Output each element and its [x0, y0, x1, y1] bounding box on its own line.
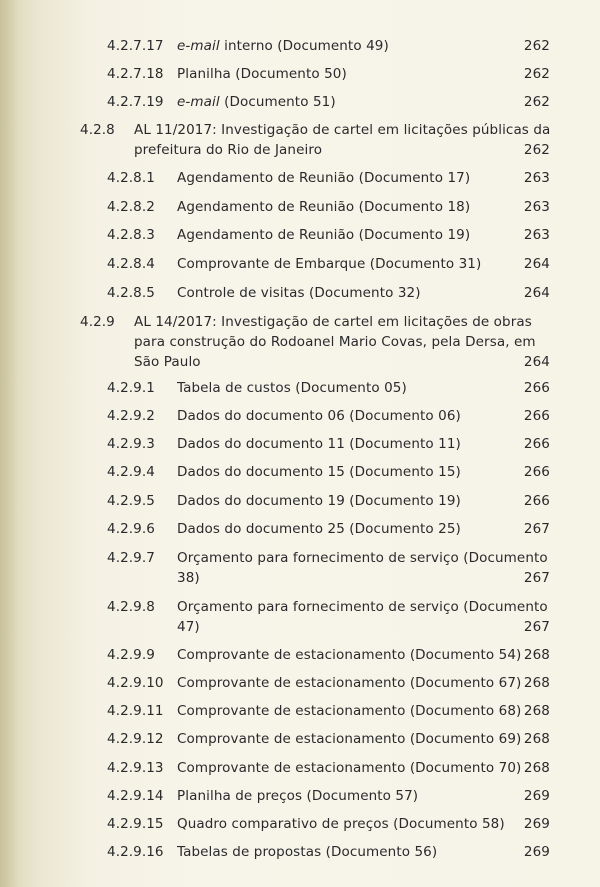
- toc-entry: [0, 406, 600, 426]
- entry-number: 4.2.9.12: [107, 731, 164, 747]
- entry-title: [177, 36, 389, 56]
- entry-page-number: 268: [523, 675, 550, 691]
- entry-number: 4.2.9.1: [107, 380, 155, 396]
- entry-page-number: 263: [523, 227, 550, 243]
- entry-title-line-1: Orçamento para fornecimento de serviço (Documento: [177, 550, 548, 566]
- entry-page-number: 262: [523, 66, 550, 82]
- entry-page-number: 262: [523, 94, 550, 110]
- entry-title: Controle de visitas (Documento 32): [177, 285, 421, 301]
- entry-title: Planilha de preços (Documento 57): [177, 788, 419, 804]
- entry-title: Dados do documento 11 (Documento 11): [177, 436, 461, 452]
- entry-page-number: 263: [523, 199, 550, 215]
- entry-page-number: 268: [523, 703, 550, 719]
- entry-title-text: interno (Documento 49): [219, 38, 389, 54]
- entry-title: Dados do documento 06 (Documento 06): [177, 408, 461, 424]
- entry-title-line-2: 47): [177, 619, 200, 635]
- entry-title-emphasis: e-mail: [177, 38, 220, 54]
- entry-title: Dados do documento 19 (Documento 19): [177, 493, 461, 509]
- toc-entry: [0, 92, 600, 112]
- entry-page-number: 268: [523, 647, 550, 663]
- entry-number: 4.2.9.10: [107, 675, 164, 691]
- entry-page-number: 266: [523, 380, 550, 396]
- toc-section-entry: [0, 120, 600, 160]
- entry-title: Comprovante de estacionamento (Documento 69): [177, 731, 522, 747]
- toc-entry: [0, 168, 600, 188]
- toc-entry: [0, 597, 600, 637]
- entry-number: 4.2.7.19: [107, 94, 164, 110]
- entry-page-number: 262: [523, 38, 550, 54]
- entry-title: Comprovante de estacionamento (Documento 70): [177, 760, 522, 776]
- toc-entry: [0, 283, 600, 303]
- toc-entry: [0, 378, 600, 398]
- entry-number: 4.2.9.13: [107, 760, 164, 776]
- entry-number: 4.2.9.6: [107, 521, 155, 537]
- entry-page-number: 264: [523, 256, 550, 272]
- toc-entry: [0, 254, 600, 274]
- entry-page-number: 267: [523, 570, 550, 586]
- entry-number: 4.2.9.7: [107, 550, 155, 566]
- entry-title: Agendamento de Reunião (Documento 17): [177, 170, 471, 186]
- toc-entry: [0, 491, 600, 511]
- entry-number: 4.2.8: [80, 122, 115, 138]
- entry-title-line-1: AL 14/2017: Investigação de cartel em licitações de obras: [134, 314, 532, 330]
- toc-entry: [0, 225, 600, 245]
- entry-title: Comprovante de estacionamento (Documento 67): [177, 675, 522, 691]
- entry-title: Tabela de custos (Documento 05): [177, 380, 407, 396]
- toc-entry: [0, 462, 600, 482]
- entry-title-text: (Documento 51): [219, 94, 336, 110]
- entry-title-line-2: 38): [177, 570, 200, 586]
- entry-number: 4.2.8.3: [107, 227, 155, 243]
- entry-page-number: 262: [523, 142, 550, 158]
- entry-number: 4.2.9.5: [107, 493, 155, 509]
- entry-page-number: 267: [523, 619, 550, 635]
- entry-page-number: 268: [523, 760, 550, 776]
- entry-number: 4.2.9.14: [107, 788, 164, 804]
- entry-page-number: 266: [523, 408, 550, 424]
- entry-title-line-2: prefeitura do Rio de Janeiro: [134, 142, 323, 158]
- entry-number: 4.2.8.4: [107, 256, 155, 272]
- entry-number: 4.2.8.1: [107, 170, 155, 186]
- entry-title-line-3: São Paulo: [134, 354, 201, 370]
- entry-number: 4.2.9.15: [107, 816, 164, 832]
- toc-section-entry: [0, 312, 600, 372]
- toc-entry: [0, 786, 600, 806]
- entry-page-number: 269: [523, 788, 550, 804]
- entry-number: 4.2.9: [80, 314, 115, 330]
- entry-page-number: 268: [523, 731, 550, 747]
- entry-title-line-1: AL 11/2017: Investigação de cartel em licitações públicas da: [134, 122, 551, 138]
- entry-number: 4.2.9.3: [107, 436, 155, 452]
- entry-title: [177, 92, 336, 112]
- entry-title: Comprovante de Embarque (Documento 31): [177, 256, 482, 272]
- toc-entry: [0, 197, 600, 217]
- toc-entry: [0, 758, 600, 778]
- entry-title: Quadro comparativo de preços (Documento 58): [177, 816, 505, 832]
- entry-title: Tabelas de propostas (Documento 56): [177, 844, 438, 860]
- entry-page-number: 263: [523, 170, 550, 186]
- entry-title: Comprovante de estacionamento (Documento 68): [177, 703, 522, 719]
- entry-title: Dados do documento 25 (Documento 25): [177, 521, 461, 537]
- toc-entry: [0, 64, 600, 84]
- toc-entry: [0, 434, 600, 454]
- entry-number: 4.2.8.2: [107, 199, 155, 215]
- entry-page-number: 266: [523, 493, 550, 509]
- entry-number: 4.2.9.9: [107, 647, 155, 663]
- entry-title-line-2: para construção do Rodoanel Mario Covas, pela Dersa, em: [134, 334, 536, 350]
- entry-title: Agendamento de Reunião (Documento 18): [177, 199, 471, 215]
- entry-page-number: 264: [523, 354, 550, 370]
- entry-page-number: 266: [523, 464, 550, 480]
- toc-entry: [0, 729, 600, 749]
- toc-entry: [0, 36, 600, 56]
- entry-title-line-1: Orçamento para fornecimento de serviço (Documento: [177, 599, 548, 615]
- entry-title-emphasis: e-mail: [177, 94, 220, 110]
- entry-page-number: 267: [523, 521, 550, 537]
- entry-number: 4.2.9.16: [107, 844, 164, 860]
- entry-page-number: 269: [523, 844, 550, 860]
- entry-number: 4.2.9.4: [107, 464, 155, 480]
- entry-title: Dados do documento 15 (Documento 15): [177, 464, 461, 480]
- entry-page-number: 264: [523, 285, 550, 301]
- toc-entry: [0, 548, 600, 588]
- entry-number: 4.2.8.5: [107, 285, 155, 301]
- entry-number: 4.2.9.11: [107, 703, 164, 719]
- entry-title: Agendamento de Reunião (Documento 19): [177, 227, 471, 243]
- entry-number: 4.2.7.18: [107, 66, 164, 82]
- entry-number: 4.2.9.2: [107, 408, 155, 424]
- entry-number: 4.2.7.17: [107, 38, 164, 54]
- entry-title: Planilha (Documento 50): [177, 66, 347, 82]
- entry-title: Comprovante de estacionamento (Documento 54): [177, 647, 522, 663]
- toc-entry: [0, 519, 600, 539]
- toc-entry: [0, 701, 600, 721]
- toc-entry: [0, 814, 600, 834]
- entry-page-number: 266: [523, 436, 550, 452]
- toc-entry: [0, 645, 600, 665]
- toc-entry: [0, 673, 600, 693]
- toc-entry: [0, 842, 600, 862]
- entry-number: 4.2.9.8: [107, 599, 155, 615]
- entry-page-number: 269: [523, 816, 550, 832]
